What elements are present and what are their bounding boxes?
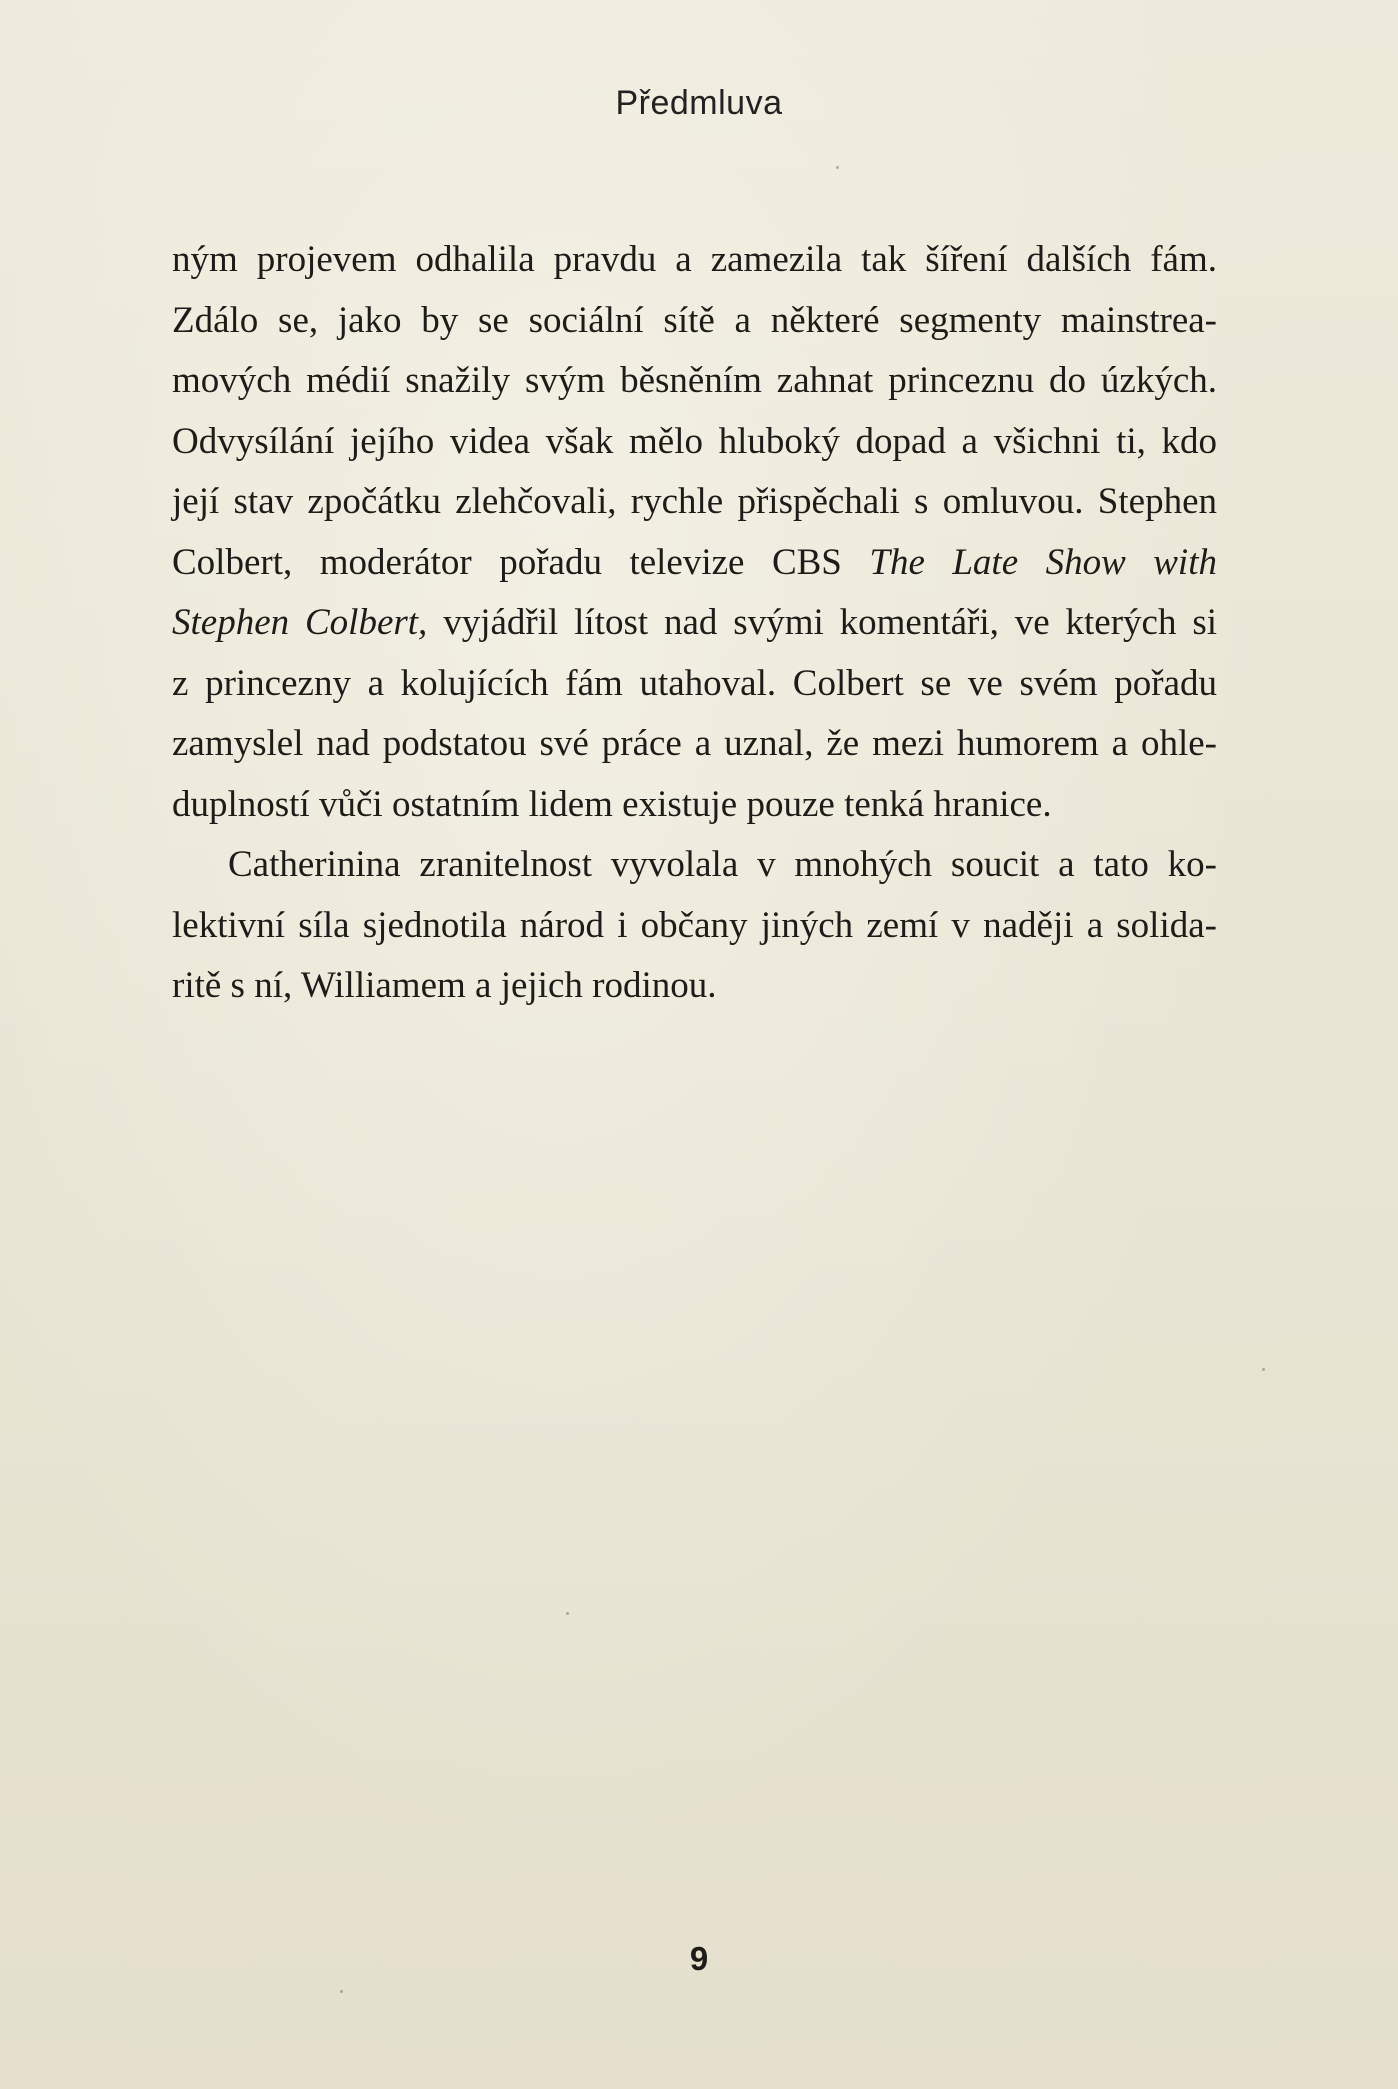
show-title-italic: The Late Show with <box>869 541 1217 583</box>
paper-speck <box>1262 1368 1265 1371</box>
text-line: lektivní síla sjednotila národ i občany jiných zemí v naději a solida- <box>172 904 1217 946</box>
text-line: ným projevem odhalila pravdu a zamezila tak šíření dalších fám. <box>172 239 1217 280</box>
body-text <box>172 230 1217 1017</box>
text-line: její stav zpočátku zlehčovali, rychle přispěchali s omluvou. Stephen <box>172 481 1217 522</box>
text-line: Odvysílání jejího videa však mělo hluboký dopad a všichni ti, kdo <box>172 420 1217 462</box>
paragraph-1 <box>172 230 1217 835</box>
text-segment: vyjádřil lítost nad svými komentáři, ve kterých si <box>443 602 1218 643</box>
paper-speck <box>340 1990 343 1993</box>
text-line: z princezny a kolujících fám utahoval. Colbert se ve svém pořadu <box>172 662 1217 704</box>
text-line: mových médií snažily svým běsněním zahnat princeznu do úzkých. <box>172 360 1217 401</box>
text-line <box>172 533 1217 594</box>
text-line: zamyslel nad podstatou své práce a uznal, že mezi humorem a ohle- <box>172 723 1217 764</box>
text-line: Zdálo se, jako by se sociální sítě a některé segmenty mainstrea- <box>172 299 1217 341</box>
paper-speck <box>566 1612 569 1615</box>
paragraph-2 <box>172 835 1217 1017</box>
text-line: Catherinina zranitelnost vyvolala v mnohých soucit a tato ko- <box>228 844 1217 885</box>
text-line: ritě s ní, Williamem a jejich rodinou. <box>172 965 717 1006</box>
text-line <box>172 593 1217 654</box>
show-title-italic-cont: Stephen Colbert, <box>172 602 428 643</box>
running-head: Předmluva <box>615 84 783 122</box>
text-segment: Colbert, moderátor pořadu televize CBS <box>172 541 842 583</box>
page-number: 9 <box>689 1940 709 1977</box>
paper-speck <box>836 166 839 169</box>
text-line: duplností vůči ostatním lidem existuje pouze tenká hranice. <box>172 783 1052 825</box>
